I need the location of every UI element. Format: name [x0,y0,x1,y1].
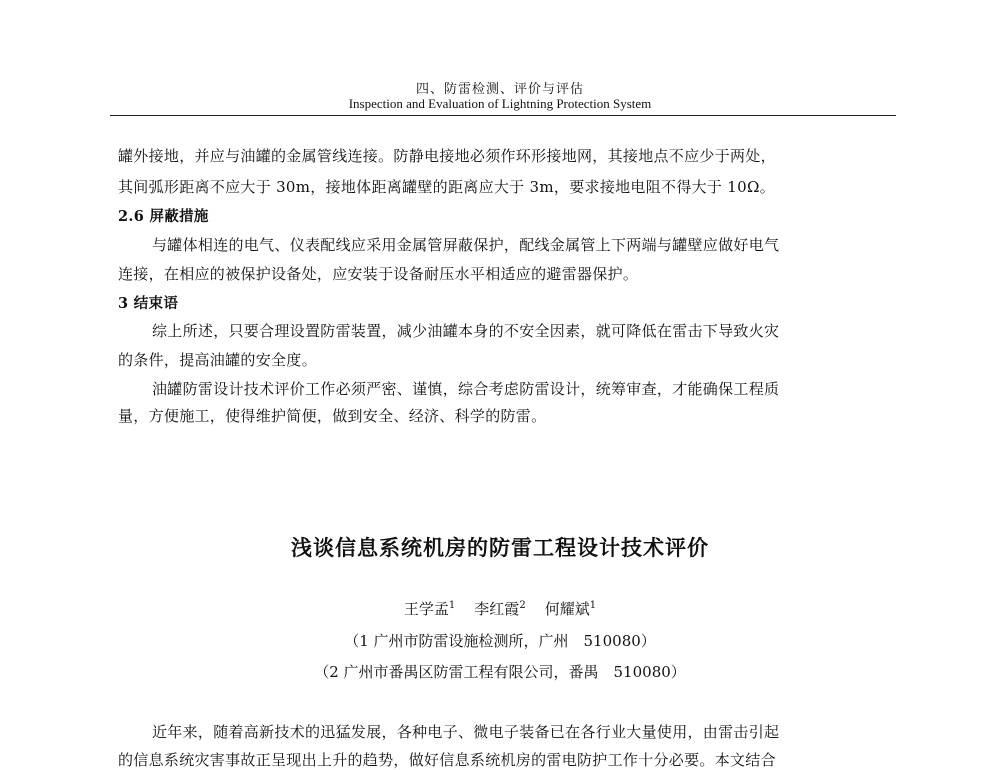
section-heading-3: 3 结束语 [118,295,179,312]
author-affiliation-mark: 1 [589,600,597,611]
body-line: 近年来，随着高新技术的迅猛发展，各种电子、微电子装备已在各行业大量使用，由雷击引起 [152,723,780,741]
affiliation-line: （2 广州市番禺区防雷工程有限公司，番禺 510080） [314,663,686,681]
author-name: 王学孟 [403,600,449,618]
header-rule [110,115,896,116]
author-affiliation-mark: 1 [448,600,456,611]
body-line: 连接，在相应的被保护设备处，应安装于设备耐压水平相适应的避雷器保护。 [118,265,639,283]
author-name: 何耀斌 [544,600,590,618]
body-line: 其间弧形距离不应大于 30m，接地体距离罐壁的距离应大于 3m，要求接地电阻不得大于 10Ω。 [118,178,776,196]
body-line: 与罐体相连的电气、仪表配线应采用金属管屏蔽保护，配线金属管上下两端与罐壁应做好电气 [152,236,780,254]
body-line: 油罐防雷设计技术评价工作必须严密、谨慎，综合考虑防雷设计，统筹审查，才能确保工程质 [152,380,780,398]
author-list [0,598,1000,619]
body-line: 的信息系统灾害事故正呈现出上升的趋势，做好信息系统机房的雷电防护工作十分必要。本文结合 [118,751,776,769]
section-heading-2-6: 2.6 屏蔽措施 [118,208,209,225]
body-line: 罐外接地，并应与油罐的金属管线连接。防静电接地必须作环形接地网，其接地点不应少于两处， [118,147,776,165]
body-line: 量，方便施工，使得维护简便，做到安全、经济、科学的防雷。 [118,407,547,425]
running-header-english: Inspection and Evaluation of Lightning Protection System [348,96,652,111]
author-name: 李红霞 [474,600,520,618]
affiliation-line: （1 广州市防雷设施检测所，广州 510080） [344,632,656,650]
article-title: 浅谈信息系统机房的防雷工程设计技术评价 [291,536,709,560]
body-line: 综上所述，只要合理设置防雷装置，减少油罐本身的不安全因素，就可降低在雷击下导致火灾 [152,322,780,340]
running-header-chinese: 四、防雷检测、评价与评估 [415,82,584,97]
body-line: 的条件，提高油罐的安全度。 [118,351,317,369]
author-affiliation-mark: 2 [519,600,526,611]
